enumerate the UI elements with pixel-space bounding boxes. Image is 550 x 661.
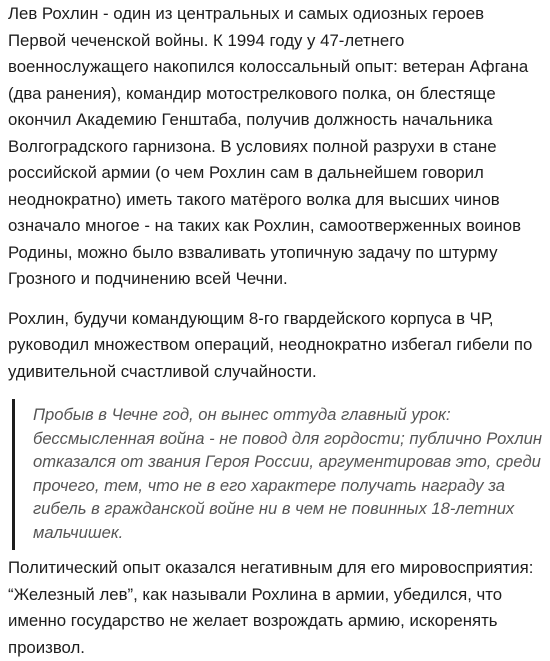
article-paragraph-2: Рохлин, будучи командующим 8-го гвардейского корпуса в ЧР, руководил множеством операций, неоднократно избегал гибели по удивительной счастливой случайности. xyxy=(8,308,533,381)
article-paragraph-3: Политический опыт оказался негативным для его мировосприятия: “Железный лев”, как называли Рохлина в армии, убедился, что именно государство не желает возрождать армию, искоренять произвол. xyxy=(8,558,534,657)
article-paragraph-1: Лев Рохлин - один из центральных и самых одиозных героев Первой чеченской войны. К 1994 году у 47-летнего военнослужащего накопился колоссальный опыт: ветеран Афгана (два ранения), командир мотострелкового полка, он блестяще окончил Академию Генштаба, получив должность начальника Волгоградского гарнизона. В условиях полной разрухи в стане российской армии (о чем Рохлин сам в дальнейшем говорил неоднократно) иметь такого матёрого волка для высших чинов означало многое - на таких как Рохлин, самоотверженных воинов Родины, можно было взваливать утопичную задачу по штурму Грозного и подчинению всей Чечни. xyxy=(8,4,529,288)
article-body xyxy=(8,0,542,661)
article-quote: Пробыв в Чечне год, он вынес оттуда главный урок: бессмысленная война - не повод для гордости; публично Рохлин отказался от звания Героя России, аргументировав это, среди прочего, тем, что не в его характере получать награду за гибель в гражданской войне ни в чем не повинных 18-летних мальчишек. xyxy=(12,399,542,550)
